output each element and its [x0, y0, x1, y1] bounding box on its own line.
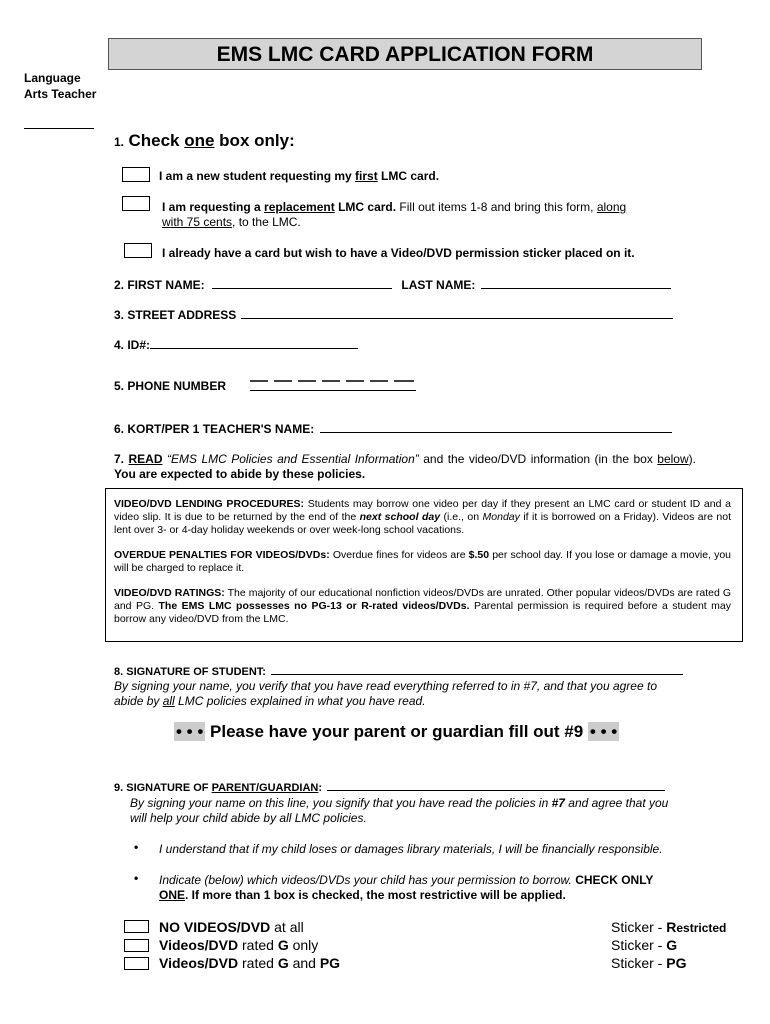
choice2-b: rated [238, 937, 278, 953]
choice2-g: G [277, 937, 289, 953]
parent-signature-field[interactable] [327, 780, 665, 791]
sticker2-prefix: Sticker - [611, 937, 667, 953]
choice3-b: rated [238, 955, 278, 971]
sticker1-r: R [666, 919, 677, 935]
opt2-g: , to the LMC. [232, 215, 301, 229]
overdue-penalties [114, 549, 731, 575]
opt1-a: I am a new student requesting my [159, 169, 356, 183]
lending-e: if it is borrowed on a Friday). Videos are not lent over 3- or 4-day holiday weekends or over week-long school vacations. [114, 511, 731, 536]
choice3-d: and [288, 955, 320, 971]
q9-line1a: By signing your name on this line, you signify that you have read the policies in [130, 796, 552, 810]
q8-line2a: abide by [114, 694, 163, 708]
sticker-pg [611, 955, 686, 971]
opt1-c: LMC card. [377, 169, 440, 183]
bullet-responsibility: I understand that if my child loses or damages library materials, I will be financially responsible. [159, 842, 663, 856]
lending-a: Students may borrow one video per day if they present an LMC card or student ID and a video slip. It is due to be returned by the end of the [114, 498, 731, 523]
first-name-label: 2. FIRST NAME: [114, 278, 205, 292]
opt2-replacement: replacement [264, 200, 335, 214]
overdue-c: per school day. If you lose or damage a movie, you will be charged to replace it. [114, 549, 731, 574]
sticker-g [611, 937, 677, 953]
sticker1-rest: estricted [676, 921, 727, 935]
q7-num: 7. [114, 452, 129, 466]
bullet2-one: ONE [159, 888, 186, 902]
checkbox-g-and-pg[interactable] [124, 957, 149, 970]
question-6 [114, 421, 672, 436]
video-ratings [114, 587, 731, 626]
q7-read: READ [128, 452, 163, 466]
overdue-heading: OVERDUE PENALTIES FOR VIDEOS/DVDs: [114, 549, 330, 561]
phone-dash-marks [250, 377, 416, 385]
ratings-bold: The EMS LMC possesses no PG-13 or R-rated videos/DVDs. [158, 600, 470, 612]
checkbox-no-videos[interactable] [124, 920, 149, 933]
choice2-d: only [288, 937, 319, 953]
choice3-g: G [277, 955, 289, 971]
banner-text: Please have your parent or guardian fill out #9 [205, 722, 588, 741]
opt2-c: LMC card. [334, 200, 397, 214]
q9-ref7: #7 [551, 796, 565, 810]
choice3-pg: PG [319, 955, 341, 971]
id-label: 4. ID#: [114, 338, 151, 352]
q7-quote: “EMS LMC Policies and Essential Information” [162, 452, 419, 466]
street-address-label: 3. STREET ADDRESS [114, 308, 237, 322]
choice3-a: Videos/DVD [159, 955, 239, 971]
bullet2-a: Indicate (below) which videos/DVDs your child has your permission to borrow. [159, 873, 576, 887]
parent-signature-note [130, 796, 710, 826]
overdue-a: Overdue fines for videos are [329, 549, 469, 561]
q8-line2c: LMC policies explained in what you have read. [174, 694, 426, 708]
banner-dots-left: • • • [176, 722, 204, 741]
choice-g-only [159, 937, 318, 953]
question-5 [114, 379, 226, 393]
teacher-label-line1: Language [24, 71, 81, 85]
checkbox-new-card[interactable] [122, 167, 150, 182]
sticker1-prefix: Sticker - [611, 919, 667, 935]
teacher-name-label: 6. KORT/PER 1 TEACHER'S NAME: [114, 422, 315, 436]
question-3 [114, 307, 673, 322]
lending-next-day: next school day [359, 511, 441, 523]
q1-text-c: box only: [214, 131, 295, 150]
bullet2-check-only: CHECK ONLY [575, 873, 654, 887]
banner-dots-right: • • • [589, 722, 618, 741]
checkbox-sticker[interactable] [124, 243, 152, 258]
phone-label: 5. PHONE NUMBER [114, 379, 227, 393]
q7-rest: and the video/DVD information (in the box [418, 452, 658, 466]
phone-field[interactable] [250, 390, 416, 391]
first-name-field[interactable] [212, 277, 392, 289]
lending-monday: Monday [482, 511, 520, 523]
overdue-fine: $.50 [468, 549, 490, 561]
q7-bold: You are expected to abide by these policies. [114, 467, 366, 481]
question-9 [114, 780, 665, 794]
bullet-2-icon: • [134, 871, 139, 885]
sticker3-prefix: Sticker - [611, 955, 667, 971]
teacher-signature-line[interactable] [24, 128, 94, 129]
question-8 [114, 664, 683, 678]
opt2-a: I am requesting a [162, 200, 265, 214]
q9-line1c: and agree that you [564, 796, 669, 810]
q9-c: : [318, 782, 323, 794]
q9-parent-guardian: PARENT/GUARDIAN [211, 782, 319, 794]
question-1-heading [114, 131, 295, 151]
q9-line2: will help your child abide by all LMC policies. [130, 811, 367, 825]
teacher-name-field[interactable] [320, 421, 672, 433]
bullet-1-icon: • [134, 840, 139, 854]
q1-num: 1. [114, 135, 125, 149]
q9-a: 9. SIGNATURE OF [114, 782, 212, 794]
bullet-permission [159, 873, 704, 903]
ratings-heading: VIDEO/DVD RATINGS: [114, 587, 225, 599]
question-4 [114, 337, 358, 352]
student-signature-note [114, 679, 704, 709]
sticker3-pg: PG [666, 955, 687, 971]
choice1-b: at all [270, 919, 304, 935]
opt2-75cents: with 75 cents [162, 215, 233, 229]
last-name-field[interactable] [481, 277, 671, 289]
option-replacement-card [162, 200, 682, 230]
parent-banner [174, 722, 619, 742]
student-signature-label: 8. SIGNATURE OF STUDENT: [114, 666, 266, 678]
choice2-a: Videos/DVD [159, 937, 239, 953]
street-address-field[interactable] [241, 307, 673, 319]
choice1-a: NO VIDEOS/DVD [159, 919, 271, 935]
opt1-first: first [355, 169, 378, 183]
bullet2-d: . If more than 1 box is checked, the most restrictive will be applied. [185, 888, 566, 902]
sticker-restricted [611, 919, 726, 935]
last-name-label: LAST NAME: [401, 278, 476, 292]
question-2 [114, 277, 671, 292]
option-sticker: I already have a card but wish to have a Video/DVD permission sticker placed on it. [162, 246, 635, 260]
choice-g-and-pg [159, 955, 340, 971]
checkbox-g-only[interactable] [124, 939, 149, 952]
phone-digit-dashes[interactable] [250, 372, 416, 380]
form-title: EMS LMC CARD APPLICATION FORM [108, 38, 702, 70]
id-field[interactable] [150, 337, 358, 349]
question-7 [114, 452, 696, 482]
ratings-a: The majority of our educational nonfiction videos/DVDs are unrated. Other popular videos/DVDs are rated G and PG. [114, 587, 731, 612]
student-signature-field[interactable] [271, 664, 683, 675]
q8-line1: By signing your name, you verify that you have read everything referred to in #7, and that you agree to [114, 679, 657, 693]
lending-heading: VIDEO/DVD LENDING PROCEDURES: [114, 498, 305, 510]
q7-below: below [657, 452, 689, 466]
lending-procedures [114, 498, 731, 537]
opt2-d: Fill out items 1-8 and bring this form, [396, 200, 597, 214]
q1-text-one: one [184, 131, 215, 150]
q8-all: all [162, 694, 175, 708]
option-new-card [159, 169, 439, 183]
q1-text-a: Check [128, 131, 185, 150]
sticker2-g: G [666, 937, 678, 953]
video-policy-box [105, 488, 743, 642]
q7-rest2: ). [688, 452, 696, 466]
checkbox-replacement-card[interactable] [122, 196, 150, 211]
teacher-label [24, 70, 96, 102]
lending-c: (i.e., on [440, 511, 483, 523]
teacher-label-line2: Arts Teacher [24, 87, 97, 101]
opt2-along: along [596, 200, 627, 214]
ratings-c: Parental permission is required before a student may borrow any video/DVD from the LMC. [114, 600, 731, 625]
choice-no-videos [159, 919, 304, 935]
